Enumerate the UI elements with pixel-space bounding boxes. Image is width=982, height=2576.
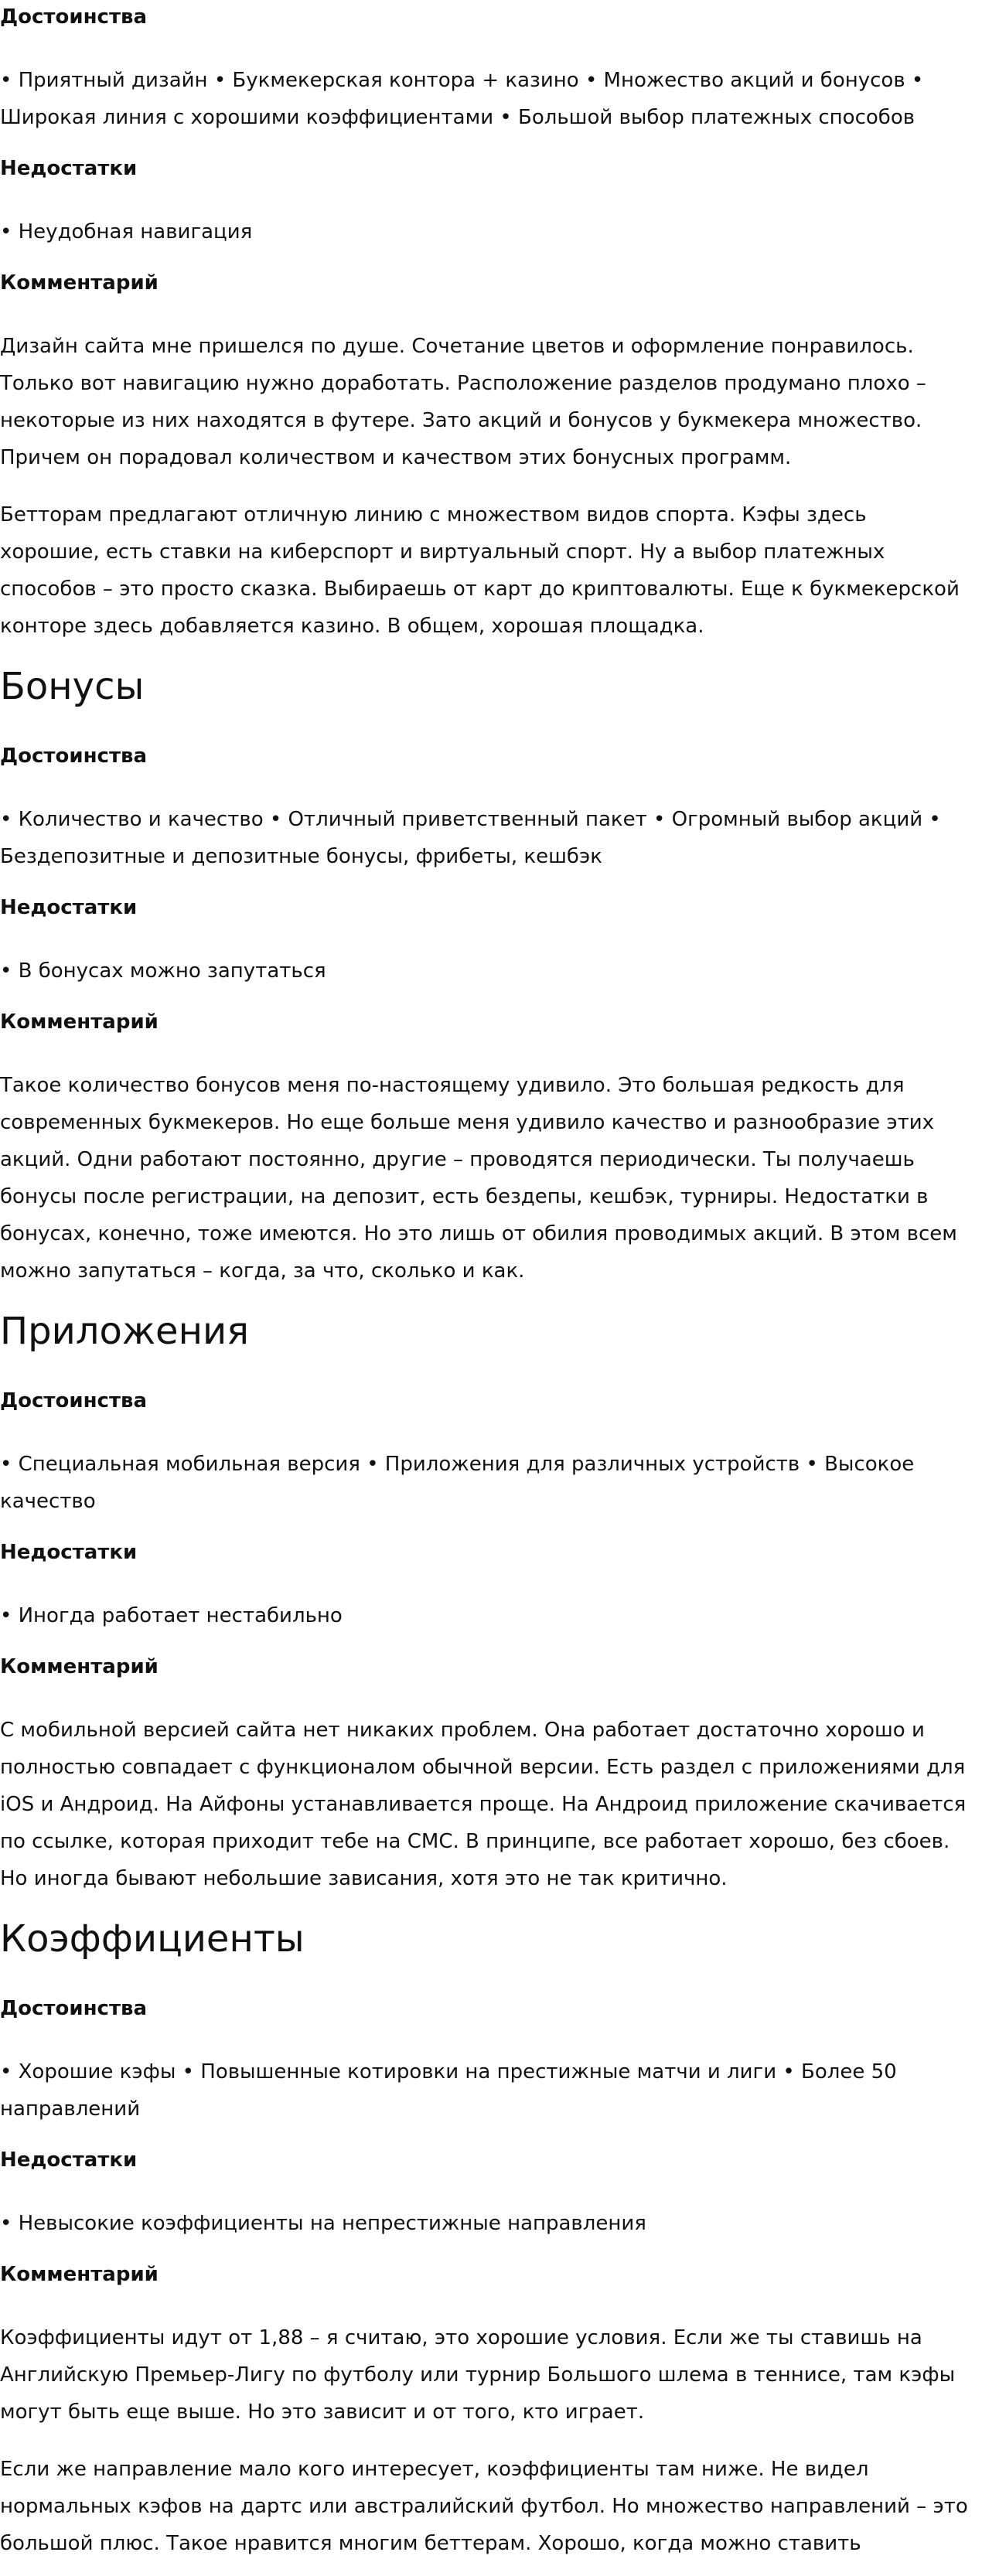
review-article	[0, 5, 982, 2562]
review-section-general	[0, 5, 970, 645]
comment-heading: Комментарий	[0, 1010, 159, 1034]
comment-heading: Комментарий	[0, 1655, 159, 1678]
review-section-bonuses	[0, 665, 970, 1290]
cons-text: • Неудобная навигация	[0, 220, 253, 244]
section-title: Приложения	[0, 1310, 250, 1353]
pros-heading: Достоинства	[0, 745, 148, 768]
cons-heading: Недостатки	[0, 157, 138, 180]
pros-heading: Достоинства	[0, 5, 148, 29]
pros-heading: Достоинства	[0, 1389, 148, 1412]
cons-heading: Недостатки	[0, 2148, 138, 2172]
comment-paragraph: Дизайн сайта мне пришелся по душе. Сочетание цветов и оформление понравилось. Только вот навигацию нужно доработать. Расположение разделов продумано плохо – некоторые из них находятся в футере. Зато акций и бонусов у букмекера множество. Причем он порадовал количеством и качеством этих бонусных программ.	[0, 335, 926, 469]
pros-text: • Специальная мобильная версия • Приложения для различных устройств • Высокое качество	[0, 1453, 915, 1513]
review-section-odds	[0, 1917, 970, 2562]
cons-heading: Недостатки	[0, 896, 138, 919]
cons-text: • Иногда работает нестабильно	[0, 1604, 343, 1627]
comment-paragraph: Коэффициенты идут от 1,88 – я считаю, это хорошие условия. Если же ты ставишь на Английскую Премьер-Лигу по футболу или турнир Большого шлема в теннисе, там кэфы могут быть еще выше. Но это зависит и от того, кто играет.	[0, 2326, 956, 2424]
comment-heading: Комментарий	[0, 2263, 159, 2286]
comment-paragraph: С мобильной версией сайта нет никаких проблем. Она работает достаточно хорошо и полностью совпадает с функционалом обычной версии. Есть раздел с приложениями для iOS и Андроид. На Айфоны устанавливается проще. На Андроид приложение скачивается по ссылке, которая приходит тебе на СМС. В принципе, все работает хорошо, без сбоев. Но иногда бывают небольшие зависания, хотя это не так критично.	[0, 1719, 967, 1890]
cons-text: • Невысокие коэффициенты на непрестижные направления	[0, 2212, 646, 2235]
comment-paragraph: Такое количество бонусов меня по-настоящему удивило. Это большая редкость для современных букмекеров. Но еще больше меня удивило качество и разнообразие этих акций. Одни работают постоянно, другие – проводятся периодически. Ты получаешь бонусы после регистрации, на депозит, есть бездепы, кешбэк, турниры. Недостатки в бонусах, конечно, тоже имеются. Но это лишь от обилия проводимых акций. В этом всем можно запутаться – когда, за что, сколько и как.	[0, 1074, 957, 1283]
cons-text: • В бонусах можно запутаться	[0, 959, 326, 983]
pros-text: • Хорошие кэфы • Повышенные котировки на престижные матчи и лиги • Более 50 направлений	[0, 2060, 897, 2121]
section-title: Коэффициенты	[0, 1917, 305, 1961]
section-title: Бонусы	[0, 665, 145, 708]
pros-text: • Количество и качество • Отличный приветственный пакет • Огромный выбор акций • Бездепозитные и депозитные бонусы, фрибеты, кешбэк	[0, 808, 941, 868]
comment-paragraph: Если же направление мало кого интересует, коэффициенты там ниже. Не видел нормальных кэфов на дартс или австралийский футбол. Но множество направлений – это большой плюс. Такое нравится многим беттерам. Хорошо, когда можно ставить	[0, 2458, 968, 2555]
comment-paragraph: Бетторам предлагают отличную линию с множеством видов спорта. Кэфы здесь хорошие, есть ставки на киберспорт и виртуальный спорт. Ну а выбор платежных способов – это просто сказка. Выбираешь от карт до криптовалюты. Еще к букмекерской конторе здесь добавляется казино. В общем, хорошая площадка.	[0, 503, 960, 638]
pros-text: • Приятный дизайн • Букмекерская контора + казино • Множество акций и бонусов • Широкая линия с хорошими коэффициентами • Большой выбор платежных способов	[0, 69, 924, 129]
cons-heading: Недостатки	[0, 1541, 138, 1564]
comment-heading: Комментарий	[0, 271, 159, 295]
pros-heading: Достоинства	[0, 1997, 148, 2020]
review-section-apps	[0, 1310, 970, 1897]
